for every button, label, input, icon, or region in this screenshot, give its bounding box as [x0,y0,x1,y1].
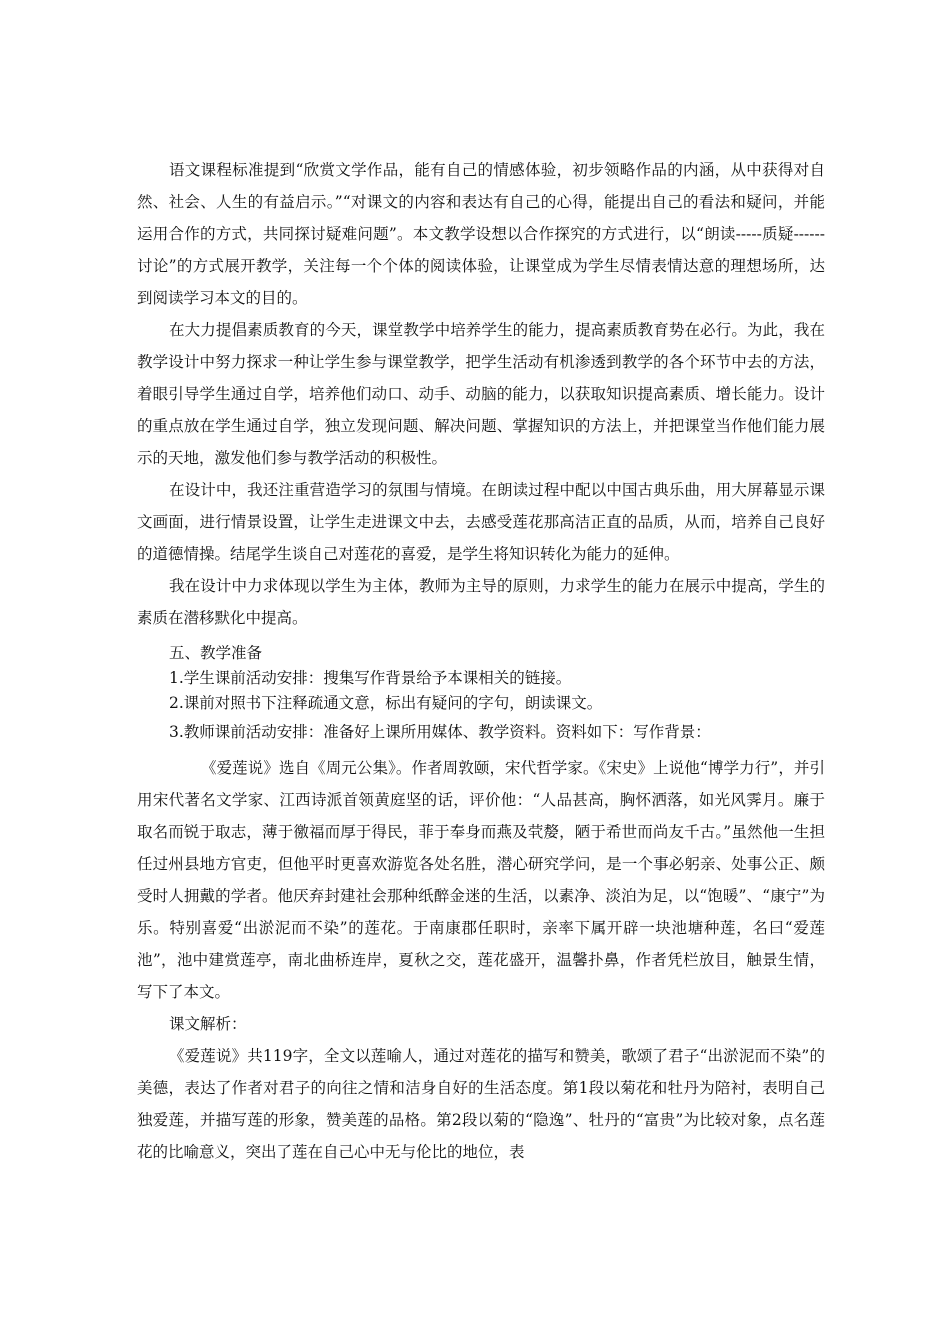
prep-item-1: 1.学生课前活动安排：搜集写作背景给予本课相关的链接。 [169,669,572,687]
analysis-heading: 课文解析： [169,1015,247,1033]
paragraph-text-analysis: 《爱莲说》共119字，全文以莲喻人，通过对莲花的描写和赞美，歌颂了君子“出淤泥而不染”的美德，表达了作者对君子的向往之情和洁身自好的生活态度。第1段以菊花和牡丹为陪衬，表明自己独爱莲，并描写莲的形象，赞美莲的品格。第2段以菊的“隐逸”、牡丹的“富贵”为比较对象，点名莲花的比喻意义，突出了莲在自己心中无与伦比的地位，表 [137,1047,825,1161]
section-heading-teaching-preparation: 五、教学准备 [169,644,263,662]
prep-item-3: 3.教师课前活动安排：准备好上课所用媒体、教学资料。资料如下：写作背景： [169,723,711,741]
document-body [137,154,825,1168]
paragraph-design-atmosphere: 在设计中，我还注重营造学习的氛围与情境。在朗读过程中配以中国古典乐曲，用大屏幕显示课文画面，进行情景设置，让学生走进课文中去，去感受莲花那高洁正直的品质，从而，培养自己良好的道德情操。结尾学生谈自己对莲花的喜爱，是学生将知识转化为能力的延伸。 [137,481,825,563]
paragraph-quality-education: 在大力提倡素质教育的今天，课堂教学中培养学生的能力，提高素质教育势在必行。为此，我在教学设计中努力探求一种让学生参与课堂教学，把学生活动有机渗透到教学的各个环节中去的方法，着眼引导学生通过自学，培养他们动口、动手、动脑的能力，以获取知识提高素质、增长能力。设计的重点放在学生通过自学，独立发现问题、解决问题、掌握知识的方法上，并把课堂当作他们能力展示的天地，激发他们参与教学活动的积极性。 [137,321,825,467]
prep-item-2: 2.课前对照书下注释疏通文意，标出有疑问的字句，朗读课文。 [169,694,603,712]
paragraph-writing-background: 《爱莲说》选自《周元公集》。作者周敦颐，宋代哲学家。《宋史》上说他“博学力行”，并引用宋代著名文学家、江西诗派首领黄庭坚的话，评价他：“人品甚高，胸怀洒落，如光风霁月。廉于取名而锐于取志，薄于徼福而厚于得民，菲于奉身而燕及茕嫠，陋于希世而尚友千古。”虽然他一生担任过州县地方官吏，但他平时更喜欢游览各处名胜，潜心研究学问，是一个事必躬亲、处事公正、颇受时人拥戴的学者。他厌弃封建社会那种纸醉金迷的生活，以素净、淡泊为足，以“饱暖”、“康宁”为乐。特别喜爱“出淤泥而不染”的莲花。于南康郡任职时，亲率下属开辟一块池塘种莲，名曰“爱莲池”，池中建赏莲亭，南北曲桥连岸，夏秋之交，莲花盛开，温馨扑鼻，作者凭栏放目，触景生情，写下了本文。 [137,759,825,1001]
paragraph-curriculum-standard: 语文课程标准提到“欣赏文学作品，能有自己的情感体验，初步领略作品的内涵，从中获得对自然、社会、人生的有益启示。”“对课文的内容和表达有自己的心得，能提出自己的看法和疑问，并能运用合作的方式，共同探讨疑难问题”。本文教学设想以合作探究的方式进行，以“朗读-----质疑------讨论”的方式展开教学，关注每一个个体的阅读体验，让课堂成为学生尽情表情达意的理想场所，达到阅读学习本文的目的。 [137,161,825,307]
paragraph-student-centered: 我在设计中力求体现以学生为主体，教师为主导的原则，力求学生的能力在展示中提高，学生的素质在潜移默化中提高。 [137,577,825,627]
